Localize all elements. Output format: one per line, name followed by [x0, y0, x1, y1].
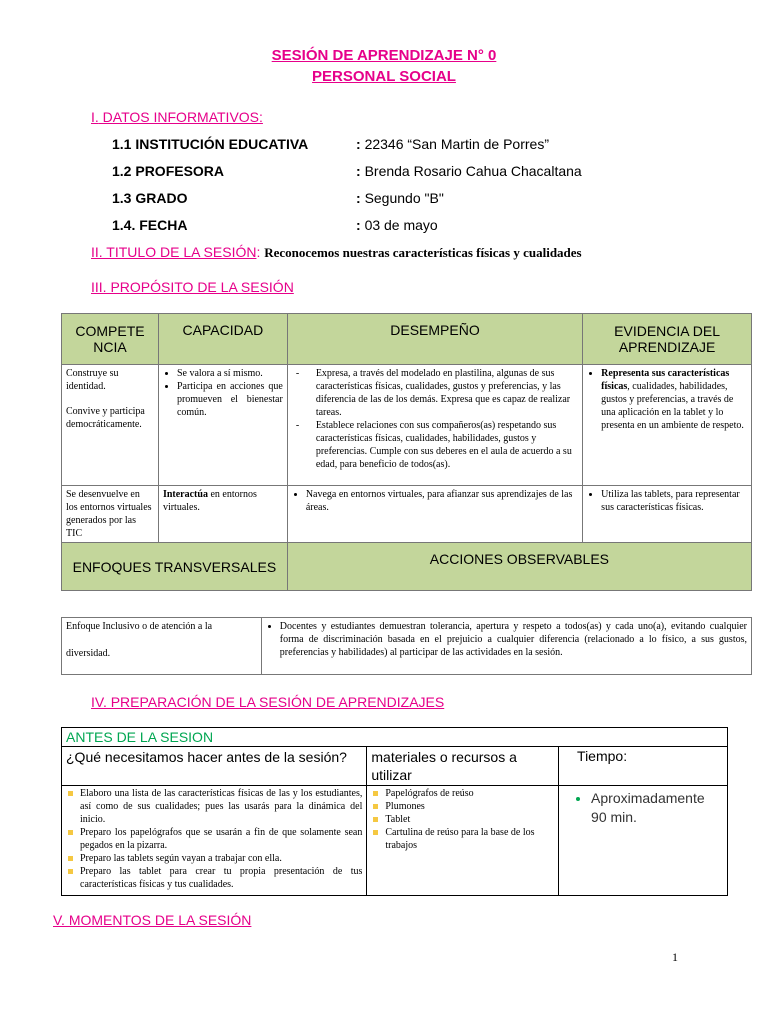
- tareas-cell: [62, 786, 367, 896]
- header-que-necesitamos: ¿Qué necesitamos hacer antes de la sesión?: [62, 747, 367, 786]
- list-item: • Docentes y estudiantes demuestran tolerancia, apertura y respeto a todos(as) y cada uno(a), evitando cualquier forma de discriminación basada en el prejuicio a cualquier diferencia (relacionado a lo físico, a sus gustos, preferencias y habilidades) al participar de las actividades en la sesión.: [280, 620, 747, 659]
- capacidad-cell-2: Interactúa en entornos virtuales.: [158, 486, 287, 543]
- evidencia-cell-1: [583, 365, 752, 486]
- document-title: SESIÓN DE APRENDIZAJE N° 0: [271, 47, 497, 64]
- list-item: Plumones: [371, 800, 554, 813]
- evidencia-cell-2: [583, 486, 752, 543]
- list-item: • Representa sus características físicas, cualidades, habilidades, gustos y preferencias, a través de una aplicación en la tablet y lo presenta en un ambiente de respeto.: [601, 367, 747, 432]
- list-item: Preparo los papelógrafos que se usarán a fin de que solamente sean pegados en la pizarra.: [66, 826, 362, 852]
- header-materiales: materiales o recursos a utilizar: [367, 747, 559, 786]
- preparacion-heading: IV. PREPARACIÓN DE LA SESIÓN DE APRENDIZAJES: [91, 694, 445, 710]
- list-item: • Se valora a sí mismo.: [177, 367, 283, 380]
- list-item: • Navega en entornos virtuales, para afianzar sus aprendizajes de las áreas.: [306, 488, 578, 514]
- materiales-cell: [367, 786, 559, 896]
- titulo-heading: II. TITULO DE LA SESIÓN: [91, 244, 257, 260]
- list-item: Preparo las tablet para crear tu propia presentación de tus características físicas y tus cualidades.: [66, 865, 362, 891]
- list-item: Preparo las tablets según vayan a trabajar con ella.: [66, 852, 362, 865]
- datos-label-grado: 1.3 GRADO: [112, 190, 188, 206]
- datos-value-institucion: : 22346 “San Martin de Porres”: [356, 136, 549, 152]
- page-number: 1: [672, 950, 678, 964]
- preparacion-table: [61, 727, 728, 896]
- header-desempeno: DESEMPEÑO: [287, 314, 582, 365]
- titulo-line: II. TITULO DE LA SESIÓN: Reconocemos nuestras características físicas y cualidades: [91, 244, 582, 260]
- desempeno-cell-2: [287, 486, 582, 543]
- header-evidencia: EVIDENCIA DEL APRENDIZAJE: [583, 314, 752, 365]
- titulo-value: Reconocemos nuestras características físicas y cualidades: [264, 245, 582, 260]
- list-item: Cartulina de reúso para la base de los trabajos: [371, 826, 554, 852]
- datos-label-fecha: 1.4. FECHA: [112, 217, 188, 233]
- datos-value-profesora: : Brenda Rosario Cahua Chacaltana: [356, 163, 582, 179]
- document-subtitle: PERSONAL SOCIAL: [312, 68, 456, 85]
- proposito-heading: III. PROPÓSITO DE LA SESIÓN: [91, 279, 294, 295]
- antes-label: ANTES DE LA SESION: [62, 728, 728, 747]
- list-item: • Participa en acciones que promueven el bienestar común.: [177, 380, 283, 419]
- momentos-heading: V. MOMENTOS DE LA SESIÓN: [53, 912, 252, 928]
- capacidad-cell-1: [158, 365, 287, 486]
- list-item: Tablet: [371, 813, 554, 826]
- acciones-cell: [261, 618, 751, 675]
- header-competencia: COMPETE NCIA: [62, 314, 159, 365]
- header-acciones: ACCIONES OBSERVABLES: [287, 543, 751, 591]
- list-item: Elaboro una lista de las características físicas de las y los estudiantes, así como de sus cualidades; pues las usarás para la dinámica del inicio.: [66, 787, 362, 826]
- competencias-table: [61, 313, 752, 591]
- header-tiempo: Tiempo:: [559, 747, 728, 786]
- list-item: • Utiliza las tablets, para representar sus características físicas.: [601, 488, 747, 514]
- datos-heading: I. DATOS INFORMATIVOS:: [91, 109, 263, 125]
- enfoque-cell: Enfoque Inclusivo o de atención a la diversidad.: [62, 618, 262, 675]
- header-enfoques: ENFOQUES TRANSVERSALES: [62, 543, 288, 591]
- list-item: Papelógrafos de reúso: [371, 787, 554, 800]
- desempeno-cell-1: [287, 365, 582, 486]
- list-item: - Establece relaciones con sus compañeros(as) respetando sus características físicas, cualidades, habilidades, gustos y preferencias. Cumple con sus deberes en el aula de acuerdo a su edad, para beneficio de todos(as).: [295, 420, 572, 470]
- tiempo-cell: [559, 786, 728, 896]
- datos-label-institucion: 1.1 INSTITUCIÓN EDUCATIVA: [112, 136, 309, 152]
- datos-value-grado: : Segundo "B": [356, 190, 444, 206]
- list-item: • Aproximadamente 90 min.: [591, 789, 723, 827]
- competencia-cell-1: Construye su identidad. Convive y participa democráticamente.: [62, 365, 159, 486]
- datos-value-fecha: : 03 de mayo: [356, 217, 438, 233]
- header-capacidad: CAPACIDAD: [158, 314, 287, 365]
- enfoques-table: [61, 617, 752, 675]
- datos-label-profesora: 1.2 PROFESORA: [112, 163, 225, 179]
- list-item: - Expresa, a través del modelado en plastilina, algunas de sus características físicas, cualidades, gustos y preferencias, y las diferencia de las de los demás. Expresa que es capaz de realizar tareas.: [295, 368, 571, 418]
- competencia-cell-2: Se desenvuelve en los entornos virtuales generados por las TIC: [62, 486, 159, 543]
